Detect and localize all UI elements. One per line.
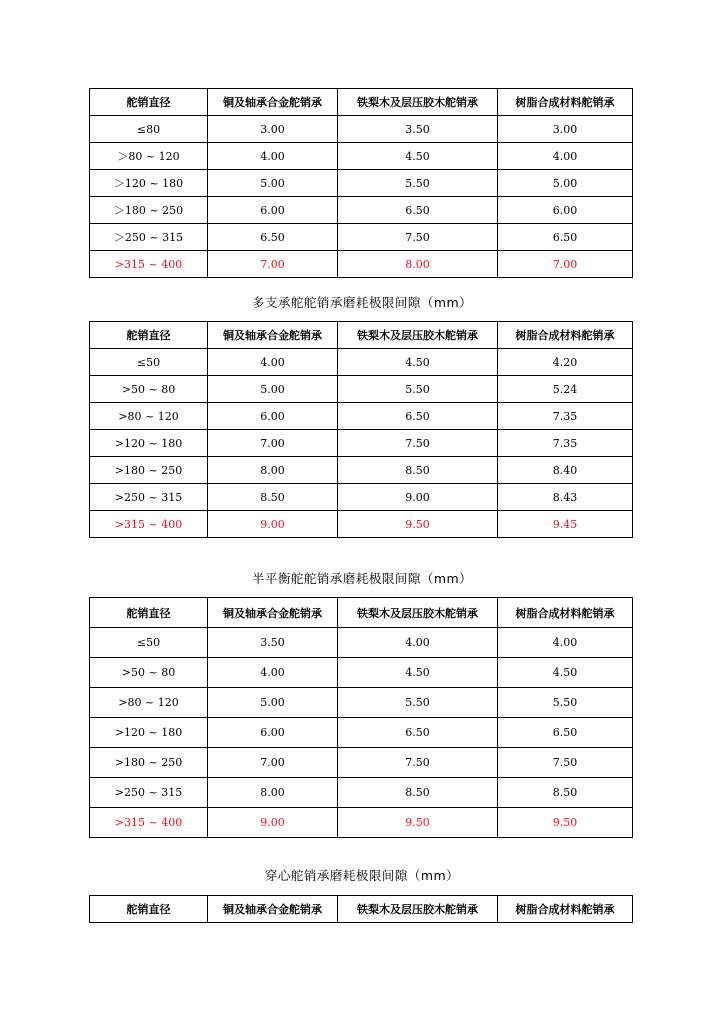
cell-diameter: ＞250 ~ 315	[90, 224, 208, 251]
cell-lignum: 9.00	[338, 484, 498, 511]
cell-copper: 5.00	[208, 688, 338, 718]
table-header-row	[90, 598, 633, 628]
header-pin-diameter: 舵销直径	[90, 896, 208, 923]
header-resin-bearing: 树脂合成材料舵销承	[498, 322, 633, 349]
header-lignum-vitae: 铁梨木及层压胶木舵销承	[338, 896, 498, 923]
cell-resin: 6.50	[498, 718, 633, 748]
header-pin-diameter: 舵销直径	[90, 322, 208, 349]
cell-diameter: ≤50	[90, 628, 208, 658]
cell-lignum: 5.50	[338, 688, 498, 718]
header-pin-diameter: 舵销直径	[90, 598, 208, 628]
cell-lignum: 6.50	[338, 403, 498, 430]
cell-lignum: 8.50	[338, 778, 498, 808]
cell-resin: 4.20	[498, 349, 633, 376]
cell-copper: 4.00	[208, 143, 338, 170]
cell-resin: 5.24	[498, 376, 633, 403]
table-row	[90, 628, 633, 658]
cell-lignum: 4.00	[338, 628, 498, 658]
table-row	[90, 457, 633, 484]
table-header-row	[90, 89, 633, 116]
cell-copper: 7.00	[208, 748, 338, 778]
header-copper-bearing: 铜及轴承合金舵销承	[208, 89, 338, 116]
table-row-highlighted	[90, 251, 633, 278]
table-row	[90, 484, 633, 511]
cell-copper: 4.00	[208, 658, 338, 688]
table-row	[90, 197, 633, 224]
cell-copper: 3.50	[208, 628, 338, 658]
table-header-row	[90, 896, 633, 923]
cell-resin: 7.35	[498, 403, 633, 430]
table-row	[90, 430, 633, 457]
cell-resin: 9.50	[498, 808, 633, 838]
header-resin-bearing: 树脂合成材料舵销承	[498, 598, 633, 628]
table-row	[90, 778, 633, 808]
header-resin-bearing: 树脂合成材料舵销承	[498, 89, 633, 116]
cell-copper: 9.00	[208, 511, 338, 538]
cell-diameter: >250 ~ 315	[90, 484, 208, 511]
cell-copper: 5.00	[208, 376, 338, 403]
cell-diameter: ≤80	[90, 116, 208, 143]
table-caption-multi-support: 多支承舵舵销承磨耗极限间隙（mm）	[251, 295, 473, 310]
cell-diameter: >80 ~ 120	[90, 688, 208, 718]
cell-copper: 6.00	[208, 403, 338, 430]
table-row-highlighted	[90, 808, 633, 838]
cell-lignum: 7.50	[338, 224, 498, 251]
table-row	[90, 403, 633, 430]
cell-copper: 8.00	[208, 457, 338, 484]
cell-diameter: >50 ~ 80	[90, 376, 208, 403]
cell-copper: 6.00	[208, 718, 338, 748]
cell-resin: 5.50	[498, 688, 633, 718]
cell-resin: 4.50	[498, 658, 633, 688]
cell-resin: 9.45	[498, 511, 633, 538]
table-row	[90, 376, 633, 403]
cell-copper: 8.50	[208, 484, 338, 511]
cell-lignum: 4.50	[338, 143, 498, 170]
cell-diameter: >180 ~ 250	[90, 457, 208, 484]
cell-copper: 6.00	[208, 197, 338, 224]
cell-diameter: >250 ~ 315	[90, 778, 208, 808]
table-caption-through-pin: 穿心舵销承磨耗极限间隙（mm）	[264, 868, 460, 883]
cell-resin: 6.50	[498, 224, 633, 251]
cell-copper: 7.00	[208, 430, 338, 457]
cell-diameter: >80 ~ 120	[90, 403, 208, 430]
clearance-table-multi-support	[89, 321, 633, 538]
cell-lignum: 5.50	[338, 170, 498, 197]
cell-diameter: ＞120 ~ 180	[90, 170, 208, 197]
table-row	[90, 224, 633, 251]
cell-lignum: 3.50	[338, 116, 498, 143]
cell-resin: 7.00	[498, 251, 633, 278]
cell-lignum: 4.50	[338, 658, 498, 688]
cell-copper: 8.00	[208, 778, 338, 808]
header-resin-bearing: 树脂合成材料舵销承	[498, 896, 633, 923]
cell-lignum: 6.50	[338, 197, 498, 224]
table-caption-semi-balanced: 半平衡舵舵销承磨耗极限间隙（mm）	[251, 571, 473, 586]
table-row	[90, 688, 633, 718]
cell-lignum: 4.50	[338, 349, 498, 376]
table-row	[90, 170, 633, 197]
cell-resin: 7.50	[498, 748, 633, 778]
header-lignum-vitae: 铁梨木及层压胶木舵销承	[338, 598, 498, 628]
header-lignum-vitae: 铁梨木及层压胶木舵销承	[338, 322, 498, 349]
cell-diameter: ＞80 ~ 120	[90, 143, 208, 170]
cell-resin: 4.00	[498, 143, 633, 170]
cell-resin: 8.43	[498, 484, 633, 511]
cell-diameter: >315 ~ 400	[90, 251, 208, 278]
cell-copper: 3.00	[208, 116, 338, 143]
cell-lignum: 8.00	[338, 251, 498, 278]
cell-lignum: 9.50	[338, 511, 498, 538]
cell-diameter: >315 ~ 400	[90, 808, 208, 838]
cell-copper: 9.00	[208, 808, 338, 838]
cell-lignum: 6.50	[338, 718, 498, 748]
cell-diameter: >180 ~ 250	[90, 748, 208, 778]
table-row	[90, 718, 633, 748]
clearance-table-through-pin	[89, 895, 633, 923]
cell-lignum: 7.50	[338, 748, 498, 778]
header-copper-bearing: 铜及轴承合金舵销承	[208, 896, 338, 923]
cell-diameter: ＞180 ~ 250	[90, 197, 208, 224]
cell-lignum: 8.50	[338, 457, 498, 484]
table-header-row	[90, 322, 633, 349]
cell-lignum: 7.50	[338, 430, 498, 457]
cell-resin: 8.40	[498, 457, 633, 484]
cell-diameter: ≤50	[90, 349, 208, 376]
table-row	[90, 116, 633, 143]
cell-resin: 6.00	[498, 197, 633, 224]
table-row-highlighted	[90, 511, 633, 538]
cell-copper: 7.00	[208, 251, 338, 278]
cell-diameter: >50 ~ 80	[90, 658, 208, 688]
clearance-table-1	[89, 88, 633, 278]
table-row	[90, 349, 633, 376]
header-pin-diameter: 舵销直径	[90, 89, 208, 116]
clearance-table-semi-balanced	[89, 597, 633, 838]
cell-resin: 8.50	[498, 778, 633, 808]
header-copper-bearing: 铜及轴承合金舵销承	[208, 598, 338, 628]
cell-diameter: >315 ~ 400	[90, 511, 208, 538]
header-copper-bearing: 铜及轴承合金舵销承	[208, 322, 338, 349]
cell-lignum: 5.50	[338, 376, 498, 403]
table-row	[90, 658, 633, 688]
cell-diameter: >120 ~ 180	[90, 718, 208, 748]
table-row	[90, 143, 633, 170]
cell-resin: 3.00	[498, 116, 633, 143]
cell-resin: 7.35	[498, 430, 633, 457]
header-lignum-vitae: 铁梨木及层压胶木舵销承	[338, 89, 498, 116]
cell-copper: 6.50	[208, 224, 338, 251]
cell-resin: 5.00	[498, 170, 633, 197]
cell-copper: 5.00	[208, 170, 338, 197]
table-row	[90, 748, 633, 778]
cell-resin: 4.00	[498, 628, 633, 658]
cell-lignum: 9.50	[338, 808, 498, 838]
cell-diameter: >120 ~ 180	[90, 430, 208, 457]
cell-copper: 4.00	[208, 349, 338, 376]
